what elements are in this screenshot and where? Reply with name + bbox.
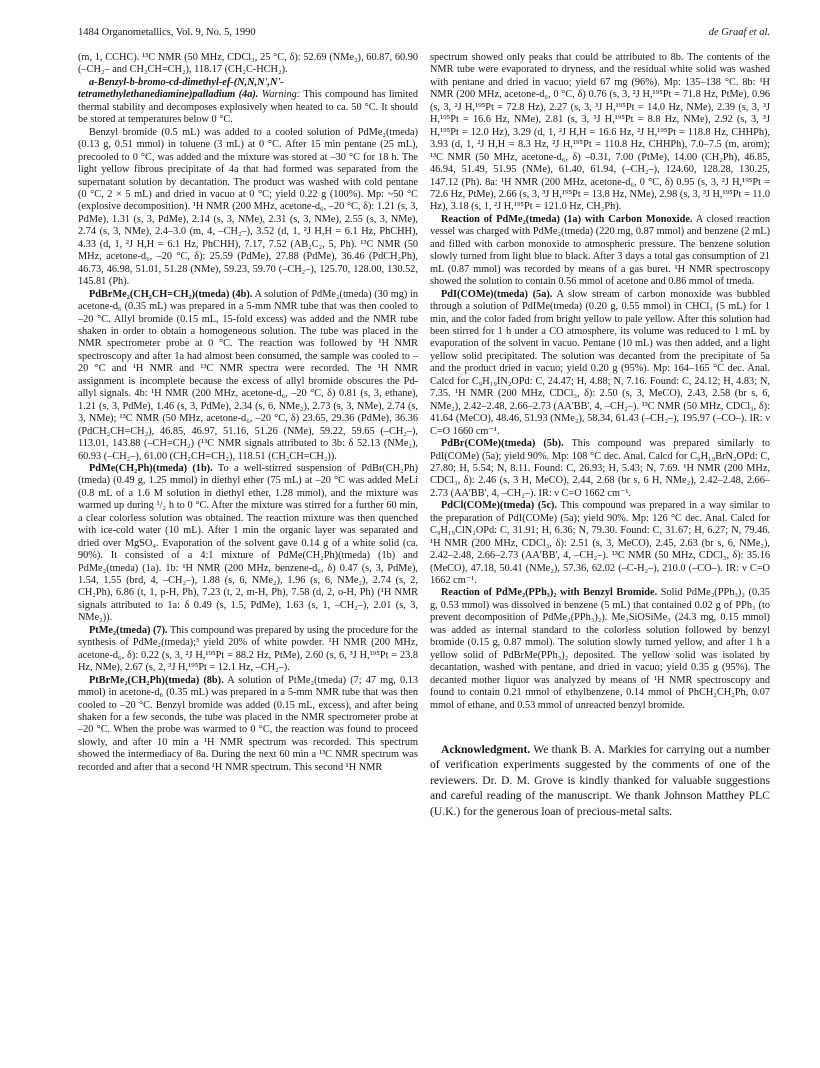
authors: de Graaf et al. [708, 27, 770, 38]
warning-label: Warning: [261, 89, 301, 101]
paragraph-4a-procedure: Benzyl bromide (0.5 mL) was added to a cooled solution of PdMe₂(tmeda) (0.13 g, 0.51 mmol) in toluene (3 mL) at 0 °C. After 15 min pentane (25 mL), precooled to 0 °C, was added and the mixture was stored at –30 °C for 18 h. The light yellow fibrous precipitate of 4a that had formed was separated from the supernatant solution by decantation. The product was washed with cold pentane (0 °C, 2 × 5 mL) and dried in vacuo at 0 °C; yield 0.22 g (100%). Mp: ~50 °C (explosive decomposition). ¹H NMR (200 MHz, acetone-d₆, –20 °C, δ): 1.21 (s, 3, PdMe), 1.31 (s, 3, PdMe), 2.14 (s, 3, NMe), 2.31 (s, 3, NMe), 2.55 (s, 3, NMe), 2.74 (s, 3, NMe), 2.4–3.0 (m, 4, –CH₂–), 3.52 (d, 1, ²J H,H = 6.1 Hz, PhCHH), 4.33 (d, 1, ²J H,H = 6.1 Hz, PhCHH), 7.17, 7.52 (AB₂C₂, 5, Ph). ¹³C NMR (50 MHz, acetone-d₆, –20 °C, δ): 25.59 (PdMe), 27.88 (PdMe), 36.46 (PdCH₂Ph), 46.73, 46.98, 51.01, 51.28 (NMe), 59.23, 59.70 (–CH₂–), 125.70, 128.00, 130.52, 145.81 (Ph). [78, 126, 418, 288]
run-in-heading: PdBr(COMe)(tmeda) (5b). [441, 438, 564, 450]
paragraph-1b: PdMe(CH₂Ph)(tmeda) (1b). To a well-stirred suspension of PdBr(CH₂Ph)(tmeda) (0.49 g, 1.25 mmol) in diethyl ether (75 mL) at –20 °C was added MeLi (0.8 mL of a 1.6 M solution in diethyl ether, 1.28 mmol), and the mixture was warmed up during ¹/₂ h to 0 °C. After the mixture was stirred for a further 60 min, a clear colorless solution was obtained. The reaction mixture was then quenched with ice-cold water (10 mL). After 1 min the organic layer was separated and dried over MgSO₄. Evaporation of the solvent gave 0.14 g of a white solid (ca. 90%). It consisted of a 4:1 mixture of PdMe(CH₂Ph)(tmeda) (1b) and PdMe₂(tmeda) (1a). 1b: ¹H NMR (200 MHz, benzene-d₆, δ) 0.47 (s, 3, PdMe), 1.54, 1.55 (brd, 4, –CH₂–), 1.88 (s, 6, NMe₂), 1.96 (s, 6, NMe₂), 2.74 (s, 2, CH₂Ph), 6.86 (t, 1, p-H, Ph), 7.23 (t, 2, m-H, Ph), 7.58 (d, 2, o-H, Ph) (¹H NMR signals attributed to 1a: δ 0.49 (s, 1.5, PdMe), 1.63 (s, 1, –CH₂–), 2.01 (s, 3, NMe₂)). [78, 462, 418, 624]
paragraph-8b: PtBrMe₂(CH₂Ph)(tmeda) (8b). A solution of PtMe₂(tmeda) (7; 47 mg, 0.13 mmol) in acetone-d₆ (0.35 mL) was prepared in a 5-mm NMR tube that was then cooled to –20 °C. Benzyl bromide was added (0.15 mL, excess), and after being shaken for a few seconds, the tube was placed in the NMR spectrometer probe at –20 °C. When the probe was warmed to 0 °C, the reaction was found to proceed slowly, and after 10 min a ¹H NMR spectrum was recorded. This spectrum showed the intermediacy of 8a. During the next 60 min a ¹³C NMR spectrum was recorded and after that a second ¹H NMR spectrum. This second ¹H NMR [78, 674, 418, 773]
run-in-heading: PtMe₂(tmeda) (7). [89, 624, 168, 636]
run-in-heading: a-Benzyl-b-bromo-cd-dimethyl-ef-(N,N,N',N'-tetramethylethanediamine)palladium (4a). [78, 76, 284, 101]
paragraph-benzyl-bromide: Reaction of PdMe₂(PPh₃)₂ with Benzyl Bromide. Solid PdMe₂(PPh₃)₂ (0.35 g, 0.53 mmol) was dissolved in benzene (5 mL) that contained 0.02 g of PPh₃ (to prevent decomposition of PdMe₂(PPh₃)₂). Me₃SiOSiMe₃ (24.3 mg, 0.15 mmol) was added as internal standard to the colorless solution followed by benzyl bromide (0.15 g, 0.87 mmol). The solution slowly turned yellow, and after 1 h a yellow solid of PdBrMe(PPh₃)₂ deposited. The yellow solid was isolated by decantation, washed with pentane, and dried in vacuo; yield 0.35 g (95%). The decanted mother liquor was analyzed by means of ¹H NMR spectroscopy and found to contain 0.21 mmol of ethylbenzene, 0.14 mmol of PhCH₂CH₂Ph, 0.07 mmol of ethane, and 0.53 mmol of unreacted benzyl bromide. [430, 587, 771, 711]
run-in-heading: PdBrMe₂(CH₂CH=CH₂)(tmeda) (4b). [89, 288, 253, 300]
acknowledgment-heading: Acknowledgment. [441, 743, 531, 757]
acknowledgment-text: We thank B. A. Markies for carrying out a number of verification experiments suggested by the comments of one of the reviewers. Dr. D. M. Grove is kindly thanked for valuable suggestions and careful reading of the manuscript. We thank Johnson Matthey PLC (U.K.) for the generous loan of precious-metal salts. [430, 743, 770, 818]
paragraph-5b: PdBr(COMe)(tmeda) (5b). This compound was prepared similarly to PdI(COMe) (5a); yield 90%. Mp: 108 °C dec. Anal. Calcd for C₉H₁₉BrN₂OPd: C, 27.80; H, 5.54; N, 8.11. Found: C, 26.93; H, 5.43; N, 7.69. ¹H NMR (200 MHz, CDCl₃, δ): 2.46 (s, 3 H, MeCO), 2.44, 2.68 (br s, 6 H, NMe₂), 2.42–2.48, 2.66–2.73 (AA'BB', 4, –CH₂–). IR: ν C=O 1662 cm⁻¹. [430, 438, 770, 499]
paragraph-4b: PdBrMe₂(CH₂CH=CH₂)(tmeda) (4b). A solution of PdMe₂(tmeda) (30 mg) in acetone-d₆ (0.35 mL) was prepared in a 5-mm NMR tube that was then cooled to –20 °C. Allyl bromide (0.15 mL, 15-fold excess) was added and the NMR tube shaken in order to obtain a homogeneous solution. The tube was placed in the NMR spectrometer probe at 0 °C. The reaction was followed by ¹H NMR spectroscopy and after 1a had almost been consumed, the sample was cooled to –20 °C and ¹H NMR and ¹³C NMR spectra were recorded. The ¹H NMR assignment is incomplete because the excess of allyl bromide obscures the Pd-allyl signals. 4b: ¹H NMR (200 MHz, acetone-d₆, –20 °C, δ) 0.81 (s, 3, ethane), 1.21 (s, 3, PdMe), 1.46 (s, 3, PdMe), 2.34 (s, 6, NMe₂), 2.73 (s, 3, NMe), 2.74 (s, 3, NMe); ¹³C NMR (50 MHz, acetone-d₆, –20 °C, δ) 23.65, 29.36 (PdMe), 36.36 (PdCH₂CH=CH₂), 46.85, 46.97, 51.16, 51.26 (NMe), 59.22, 59.65 (–CH₂–), 113.01, 143.88 (–CH=CH₂) (¹³C NMR signals attributed to 3b: δ 52.13 (NMe₂), 60.93 (–CH₂–), 61.00 (CH₂CH=CH₂), 118.51 (CH₂CH=CH₂)). [78, 288, 418, 462]
right-column [430, 52, 770, 819]
paragraph-7: PtMe₂(tmeda) (7). This compound was prepared by using the procedure for the synthesis of PdMe₂(tmeda);³ yield 20% of white powder. ¹H NMR (200 MHz, acetone-d₆, δ): 0.22 (s, 3, ²J H,¹⁹⁵Pt = 88.2 Hz, PtMe), 2.60 (s, 6, ³J H,¹⁹⁵Pt = 23.8 Hz, NMe), 2.67 (s, 2, ³J H,¹⁹⁵Pt = 12.1 Hz, –CH₂–). [78, 624, 418, 674]
run-in-heading: PdMe(CH₂Ph)(tmeda) (1b). [89, 462, 213, 474]
run-in-heading: PdCl(COMe)(tmeda) (5c). [441, 500, 558, 512]
run-in-heading: PdI(COMe)(tmeda) (5a). [441, 288, 553, 300]
paragraph-5c: PdCl(COMe)(tmeda) (5c). This compound was prepared in a way similar to the preparation of PdI(COMe) (5a); yield 90%. Mp: 126 °C dec. Anal. Calcd for C₉H₁₉ClN₂OPd: C, 31.91; H, 6.36; N, 79.30. Found: C, 31.67; H, 6.27; N, 79.46. ¹H NMR (200 MHz, CDCl₃, δ): 2.51 (s, 3, MeCO), 2.45, 2.63 (br s, 6, NMe₂), 2.42–2.48, 2.66–2.73 (AA'BB', 4, –CH₂–). ¹³C NMR (50 MHz, CDCl₃, δ): 35.16 (MeCO), 47.18, 50.41 (NMe₂), 57.36, 62.02 (–C-H₂–), 210.0 (–CO–). IR: ν C=O 1662 cm⁻¹. [430, 500, 770, 587]
acknowledgment [430, 742, 770, 819]
run-in-heading: Reaction of PdMe₂(tmeda) (1a) with Carbon Monoxide. [441, 213, 693, 225]
paragraph-carryover: (m, 1, CCHC). ¹³C NMR (50 MHz, CDCl₃, 25 °C, δ): 52.69 (NMe₂), 60.87, 60.90 (–CH₂– and CH₂CH=CH₂), 118.17 (CH₂C-HCH₂). [78, 52, 418, 76]
running-header [78, 27, 770, 43]
journal-citation: 1484 Organometallics, Vol. 9, No. 5, 1990 [78, 27, 256, 38]
run-in-heading: Reaction of PdMe₂(PPh₃)₂ with Benzyl Bromide. [441, 587, 658, 599]
left-column [78, 52, 418, 774]
paragraph-8b-continued: spectrum showed only peaks that could be attributed to 8b. The contents of the NMR tube were evaporated to dryness, and the residual white solid was washed with pentane and dried in vacuo; yield 67 mg (96%). Mp: 135–138 °C. 8b: ¹H NMR (200 MHz, acetone-d₆, 0 °C, δ) 0.76 (s, 3, ²J H,¹⁹⁵Pt = 71.8 Hz, PtMe), 0.96 (s, 3, ²J H,¹⁹⁵Pt = 72.8 Hz), 2.27 (s, 3, ³J H,¹⁹⁵Pt = 14.0 Hz, NMe), 2.39 (s, 3, ³J H,¹⁹⁵Pt = 16.6 Hz, NMe), 2.81 (s, 3, ³J H,¹⁹⁵Pt = 8.8 Hz, NMe), 2.92 (s, 3, ³J H,¹⁹⁵Pt = 12.0 Hz), 3.29 (d, 1, ²J H,H = 16.6 Hz, ²J H,¹⁹⁵Pt = 118.8 Hz, CHHPh), 3.93 (d, 1, ²J H,H = 8.3 Hz, ²J H,¹⁹⁵Pt = 110.8 Hz, CHHPh), 7.0–7.5 (m, arom); ¹³C NMR (50 MHz, acetone-d₆, δ) –0.31, 7.00 (PtMe), 14.00 (CH₂Ph), 46.85, 46.94, 51.49, 51.95 (NMe), 61.40, 61.94, (–CH₂–), 124.60, 128.28, 130.25, 147.12 (Ph). 8a: ¹H NMR (200 MHz, acetone-d₆, 0 °C, δ) 0.95 (s, 3, ²J H,¹⁹⁵Pt = 72.6 Hz, PtMe), 2.66 (s, 3, ³J H,¹⁹⁵Pt = 13.8 Hz, NMe), 2.98 (s, 3, ³J H,¹⁹⁵Pt = 11.0 Hz), 3.18 (s, 1, ²J H,¹⁹⁵Pt = 121.0 Hz, CH₂Ph). [430, 52, 770, 213]
paragraph-5a: PdI(COMe)(tmeda) (5a). A slow stream of carbon monoxide was bubbled through a solution of PdIMe(tmeda) (0.20 g, 0.55 mmol) in CHCl₃ (5 mL) for 1 min, and the color faded from bright yellow to pale yellow. After this solution had been stirred for 1 h under a CO atmosphere, its volume was reduced to 1 mL by evaporation of the solvent in vacuo. Pentane (10 mL) was then added, and a light yellow solid precipitated. The solution was decanted from the precipitate of 5a and the product dried in vacuo; yield 0.20 g (95%). Mp: 164–165 °C dec. Anal. Calcd for C₉H₁₉IN₂OPd: C, 24.47; H, 4.88; N, 7.16. Found: C, 24.12; H, 4.83; N, 7.35. ¹H NMR (200 MHz, CDCl₃, δ): 2.50 (s, 3, MeCO), 2.43, 2.58 (br s, 6, NMe₂), 2.42–2.48, 2.66–2.73 (AA'BB', 4, –CH₂–). ¹³C NMR (50 MHz, CDCl₃, δ): 41.64 (MeCO), 48.46, 51.93 (NMe₂), 58.34, 61.43 (–CH₂–), 195.97 (–CO–). IR: ν C=O 1660 cm⁻¹. [430, 288, 770, 437]
run-in-heading: PtBrMe₂(CH₂Ph)(tmeda) (8b). [89, 674, 224, 686]
paragraph-4a: a-Benzyl-b-bromo-cd-dimethyl-ef-(N,N,N',N'-tetramethylethanediamine)palladium (4a). Warning: This compound has limited thermal stability and decomposes explosively when heated to ca. 50 °C. It should be stored at temperatures below 0 °C. [78, 76, 418, 126]
paragraph-co-reaction: Reaction of PdMe₂(tmeda) (1a) with Carbon Monoxide. A closed reaction vessel was charged with PdMe₂(tmeda) (220 mg, 0.87 mmol) and benzene (2 mL) and filled with carbon monoxide to atmospheric pressure. The benzene solution slowly turned from light blue to black. After 3 days a total gas consumption of 21 mL (0.87 mmol) was recorded by means of a gas buret. ¹H NMR spectroscopy showed the solution to contain 0.56 mmol of acetone and 0.86 mmol of tmeda. [430, 213, 770, 288]
